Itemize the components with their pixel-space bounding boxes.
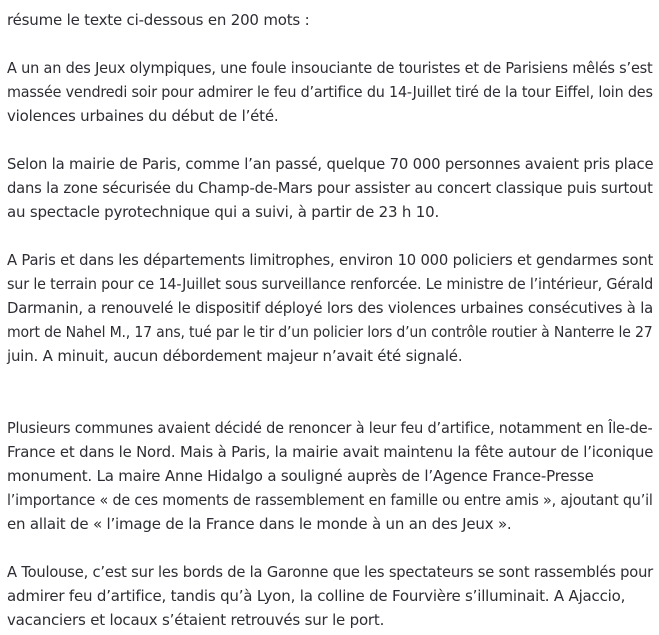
paragraph-2-line-2: dans la zone sécurisée du Champ-de-Mars pour assister au concert classique puis surtout — [7, 179, 653, 197]
paragraph-1-line-1: A un an des Jeux olympiques, une foule insouciante de touristes et de Parisiens mêlés s’est — [7, 59, 653, 77]
paragraph-4-line-3: monument. La maire Anne Hidalgo a souligné auprès de l’Agence France-Presse — [7, 467, 594, 485]
paragraph-1-line-2: massée vendredi soir pour admirer le feu d’artifice du 14-Juillet tiré de la tour Eiffel, loin des — [7, 83, 653, 101]
paragraph-1-line-3: violences urbaines du début de l’été. — [7, 107, 279, 125]
paragraph-4-line-4: l’importance « de ces moments de rassemblement en famille ou entre amis », ajoutant qu’il — [7, 491, 653, 509]
paragraph-4-line-5: en allait de « l’image de la France dans le monde à un an des Jeux ». — [7, 515, 512, 533]
paragraph-5-line-1: A Toulouse, c’est sur les bords de la Garonne que les spectateurs se sont rassemblés pour — [7, 563, 654, 581]
paragraph-2-line-3: au spectacle pyrotechnique qui a suivi, à partir de 23 h 10. — [7, 203, 440, 221]
paragraph-3-line-5: juin. A minuit, aucun débordement majeur n’avait été signalé. — [7, 347, 463, 365]
instruction-text: résume le texte ci-dessous en 200 mots : — [7, 11, 310, 29]
paragraph-5-line-3: vacanciers et locaux s’étaient retrouvés sur le port. — [7, 611, 385, 629]
paragraph-3-line-1: A Paris et dans les départements limitrophes, environ 10 000 policiers et gendarmes sont — [7, 251, 654, 269]
paragraph-4-line-1: Plusieurs communes avaient décidé de renoncer à leur feu d’artifice, notamment en Île-de- — [7, 419, 653, 437]
paragraph-2-line-1: Selon la mairie de Paris, comme l’an passé, quelque 70 000 personnes avaient pris place — [7, 155, 654, 173]
paragraph-4-line-2: France et dans le Nord. Mais à Paris, la mairie avait maintenu la fête autour de l’iconique — [7, 443, 654, 461]
paragraph-5-line-2: admirer feu d’artifice, tandis qu’à Lyon, la colline de Fourvière s’illuminait. A Ajaccio, — [7, 587, 626, 605]
paragraph-3-line-3: Darmanin, a renouvelé le dispositif déployé lors des violences urbaines consécutives à la — [7, 299, 654, 317]
paragraph-3-line-2: sur le terrain pour ce 14-Juillet sous surveillance renforcée. Le ministre de l’intérieur, Gérald — [7, 275, 654, 293]
paragraph-3-line-4: mort de Nahel M., 17 ans, tué par le tir d’un policier lors d’un contrôle routier à Nanterre le 27 — [7, 323, 653, 341]
